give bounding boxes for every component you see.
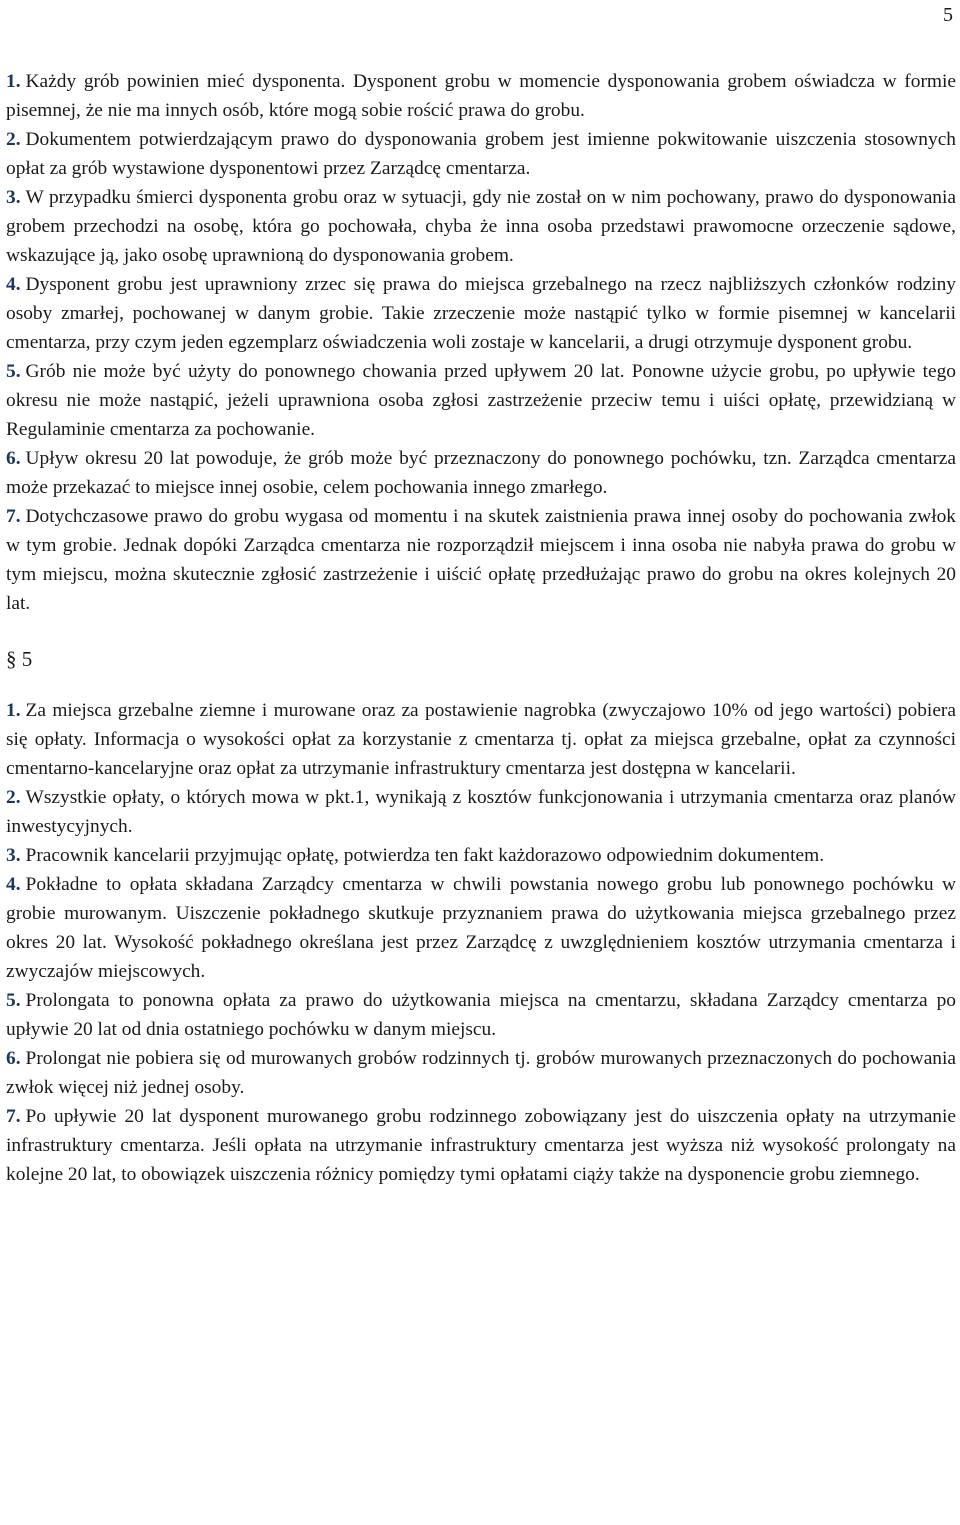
item-number: 6. <box>6 1048 21 1069</box>
item-text: Po upływie 20 lat dysponent murowanego grobu rodzinnego zobowiązany jest do uiszczenia opłaty na utrzymanie infrastruktury cmentarza. Jeśli opłata na utrzymanie infrastruktury cmentarza jest wyższa niż wysokość prolongaty na kolejne 20 lat, to obowiązek uiszczenia różnicy pomiędzy tymi opłatami ciąży także na dysponencie grobu ziemnego. <box>6 1106 956 1185</box>
paragraph-item <box>6 125 956 183</box>
item-number: 6. <box>6 448 21 469</box>
item-text: W przypadku śmierci dysponenta grobu oraz w sytuacji, gdy nie został on w nim pochowany, prawo do dysponowania grobem przechodzi na osobę, która go pochowała, chyba że inna osoba przedstawi prawomocne orzeczenie sądowe, wskazujące ją, jako osobę uprawnioną do dysponowania grobem. <box>6 187 956 266</box>
section-heading: § 5 <box>6 647 33 671</box>
item-number: 4. <box>6 274 21 295</box>
paragraph-item <box>6 783 956 841</box>
item-text: Dysponent grobu jest uprawniony zrzec się prawa do miejsca grzebalnego na rzecz najbliższych członków rodziny osoby zmarłej, pochowanej w danym grobie. Takie zrzeczenie może nastąpić tylko w formie pisemnej w kancelarii cmentarza, przy czym jeden egzemplarz oświadczenia woli zostaje w kancelarii, a drugi otrzymuje dysponent grobu. <box>6 274 956 353</box>
item-number: 1. <box>6 71 21 92</box>
item-number: 4. <box>6 874 21 895</box>
item-text: Dotychczasowe prawo do grobu wygasa od momentu i na skutek zaistnienia prawa innej osoby do pochowania zwłok w tym grobie. Jednak dopóki Zarządca cmentarza nie rozporządził miejscem i inna osoba nie nabyła prawa do grobu w tym miejscu, można skutecznie zgłosić zastrzeżenie i uiścić opłatę przedłużając prawo do grobu na okres kolejnych 20 lat. <box>6 506 956 614</box>
item-text: Dokumentem potwierdzającym prawo do dysponowania grobem jest imienne pokwitowanie uiszczenia stosownych opłat za grób wystawione dysponentowi przez Zarządcę cmentarza. <box>6 129 956 179</box>
item-text: Prolongata to ponowna opłata za prawo do użytkowania miejsca na cmentarzu, składana Zarządcy cmentarza po upływie 20 lat od dnia ostatniego pochówku w danym miejscu. <box>6 990 956 1040</box>
item-text: Pracownik kancelarii przyjmując opłatę, potwierdza ten fakt każdorazowo odpowiednim dokumentem. <box>25 845 825 866</box>
paragraph-item <box>6 444 956 502</box>
paragraph-item <box>6 986 956 1044</box>
paragraph-item <box>6 183 956 270</box>
item-text: Pokładne to opłata składana Zarządcy cmentarza w chwili powstania nowego grobu lub ponownego pochówku w grobie murowanym. Uiszczenie pokładnego skutkuje przyznaniem prawa do użytkowania miejsca grzebalnego przez okres 20 lat. Wysokość pokładnego określana jest przez Zarządcę z uwzględnieniem kosztów utrzymania cmentarza i zwyczajów miejscowych. <box>6 874 956 982</box>
section-5 <box>6 696 956 1189</box>
page-number: 5 <box>943 4 953 26</box>
paragraph-item <box>6 67 956 125</box>
item-text: Grób nie może być użyty do ponownego chowania przed upływem 20 lat. Ponowne użycie grobu, po upływie tego okresu nie może nastąpić, jeżeli uprawniona osoba zgłosi zastrzeżenie przeciw temu i uiści opłatę, przewidzianą w Regulaminie cmentarza za pochowanie. <box>6 361 956 440</box>
paragraph-item <box>6 1102 956 1189</box>
paragraph-item <box>6 696 956 783</box>
item-text: Wszystkie opłaty, o których mowa w pkt.1, wynikają z kosztów funkcjonowania i utrzymania cmentarza oraz planów inwestycyjnych. <box>6 787 956 837</box>
item-number: 7. <box>6 1106 21 1127</box>
item-text: Za miejsca grzebalne ziemne i murowane oraz za postawienie nagrobka (zwyczajowo 10% od jego wartości) pobiera się opłaty. Informacja o wysokości opłat za korzystanie z cmentarza tj. opłat za miejsca grzebalne, opłat za czynności cmentarno-kancelaryjne oraz opłat za utrzymanie infrastruktury cmentarza jest dostępna w kancelarii. <box>6 700 956 779</box>
item-number: 5. <box>6 990 21 1011</box>
item-number: 2. <box>6 129 21 150</box>
paragraph-item <box>6 502 956 618</box>
paragraph-item <box>6 1044 956 1102</box>
item-number: 3. <box>6 845 21 866</box>
item-text: Upływ okresu 20 lat powoduje, że grób może być przeznaczony do ponownego pochówku, tzn. Zarządca cmentarza może przekazać to miejsce innej osobie, celem pochowania innego zmarłego. <box>6 448 956 498</box>
item-number: 5. <box>6 361 21 382</box>
item-text: Każdy grób powinien mieć dysponenta. Dysponent grobu w momencie dysponowania grobem oświadcza w formie pisemnej, że nie ma innych osób, które mogą sobie rościć prawa do grobu. <box>6 71 956 121</box>
item-number: 1. <box>6 700 21 721</box>
document-body <box>6 67 956 1189</box>
item-number: 3. <box>6 187 21 208</box>
paragraph-item <box>6 870 956 986</box>
paragraph-item <box>6 270 956 357</box>
paragraph-item <box>6 357 956 444</box>
item-number: 2. <box>6 787 21 808</box>
item-number: 7. <box>6 506 21 527</box>
item-text: Prolongat nie pobiera się od murowanych grobów rodzinnych tj. grobów murowanych przeznaczonych do pochowania zwłok więcej niż jednej osoby. <box>6 1048 956 1098</box>
paragraph-item <box>6 841 956 870</box>
section-previous-continued <box>6 67 956 618</box>
